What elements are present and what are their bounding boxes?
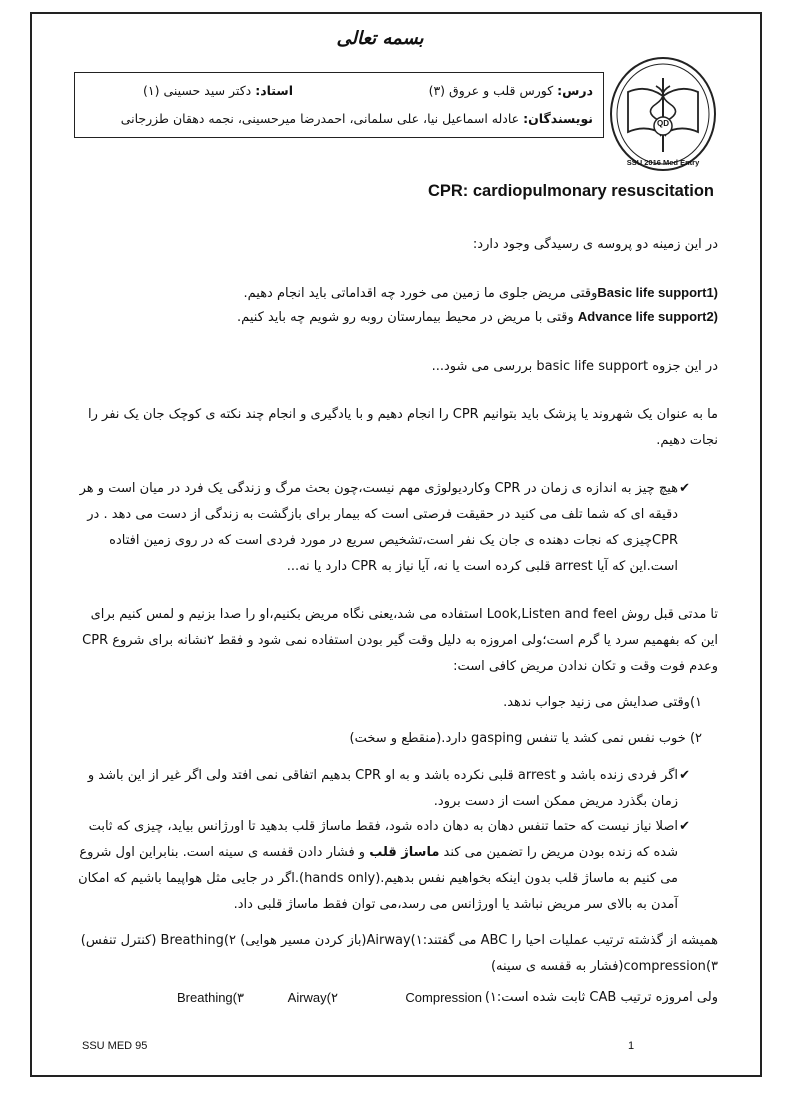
teacher-line (143, 83, 293, 98)
teacher-value: دکتر سید حسینی (۱) (142, 83, 256, 98)
bullet-hands-only (78, 814, 678, 918)
bullet-hands-only-part1: اصلا نیاز نیست که حتما تنفس دهان به دهان داده شود، فقط ماساژ قلب بدهید تا اورژانس بیاید، چیزی که ثابت شده که زنده بودن مریض را تضمین می کند (88, 819, 678, 860)
checkmark-icon: ✔ (679, 481, 690, 496)
checkmark-icon: ✔ (679, 819, 690, 834)
ssu-logo (606, 52, 720, 178)
citizen-paragraph: ما به عنوان یک شهروند یا پزشک باید بتوانیم CPR را انجام دهیم و با یادگیری و انجام چند نکته ی کوچک جان یک نفر را نجات دهیم. (88, 407, 718, 448)
als-term: Advance life support2) (577, 309, 718, 324)
bls-text: وقتی مریض جلوی ما زمین می خورد چه اقداماتی باید انجام دهیم. (243, 286, 598, 301)
course-label: درس: (557, 83, 593, 98)
course-info-box (74, 72, 604, 138)
look-listen-paragraph: تا مدتی قبل روش Look,Listen and feel استفاده می شد،یعنی نگاه مریض بکنیم،او را صدا بزنیم و لمس کنیم برای این که بفهمیم سرد یا گرم است؛ولی امروزه به دلیل وقت گیر بودن استفاده نمی شود و فقط ۲نشانه برای شروع CPR وعدم فوت وقت و تکان ندادن مریض کافی است: (82, 607, 718, 674)
bullet-arrest: اگر فردی زنده باشد و arrest قلبی نکرده باشد و به او CPR بدهیم اتفاقی نمی افتد ولی اگر غیر از این باشد و زمان بگذرد مریض ممکن است از دست برود. (87, 768, 678, 809)
cab-compression: Compression (405, 990, 482, 1005)
bls-term: Basic life support1) (597, 285, 718, 300)
cab-breathing: ۳)Breathing (177, 990, 244, 1005)
bullet-hands-only-part2: و فشار دادن قفسه ی سینه است. بنابراین اول شروع می کنیم به ماساژ قلب بدون اینکه بخواهیم نفس بدهیم.(hands only).اگر در جایی مثل هواپیما باشیم که امکان آمدن به بالای سر مریض نباشد یا اورژانس می رسد،می توان فقط ماساژ قلبی داد. (78, 845, 678, 912)
cab-airway: ۲)Airway (287, 990, 338, 1005)
authors-label: نویسندگان: (523, 111, 593, 126)
abc-paragraph: همیشه از گذشته ترتیب عملیات احیا را ABC می گفتند:۱)Airway(باز کردن مسیر هوایی) ۲)Breathing (کنترل تنفس) ۳)compression(فشار به قفسه ی سینه) (80, 933, 718, 974)
bullet-time-importance: هیچ چیز به اندازه ی زمان در CPR وکاردیولوژی مهم نیست،چون بحث مرگ و زندگی یک فرد در میان است و هر دقیقه ای که شما تلف می کنید در حقیقت فرصتی است که بیمار برای بازگشت به زندگی از دست می دهد . در CPRچیزی که نجات دهنده ی جان یک نفر است،تشخیص سریع در مورد فردی است که در روی زمین افتاده است.این که آیا arrest قلبی کرده است یا نه، آیا نیاز به CPR دارد یا نه... (79, 481, 678, 574)
basmala: بسمه تعالی (336, 28, 424, 49)
teacher-label: استاد: (255, 83, 293, 98)
intro-paragraph: در این زمینه دو پروسه ی رسیدگی وجود دارد: (472, 237, 718, 252)
als-text: وقتی با مریض در محیط بیمارستان روبه رو شویم چه باید کنیم. (237, 310, 578, 325)
course-value: کورس قلب و عروق (۳) (428, 83, 558, 98)
course-line (429, 83, 593, 98)
cab-lead: ولی امروزه ترتیب CAB ثابت شده است:۱) (484, 990, 718, 1005)
authors-line (121, 111, 593, 126)
footer-label: SSU MED 95 (82, 1040, 148, 1052)
part-intro: در این جزوه basic life support بررسی می شود... (431, 359, 718, 374)
logo-caption: SSU 2016 Med Entry (626, 158, 700, 167)
cab-line (78, 990, 718, 1012)
als-item (78, 304, 718, 331)
logo-initials: QD (657, 119, 669, 128)
sign-two: ۲) خوب نفس نمی کشد یا تنفس gasping دارد.(منقطع و سخت) (349, 731, 702, 746)
bls-item (78, 280, 718, 307)
authors-value: عادله اسماعیل نیا، علی سلمانی، احمدرضا میرحسینی، نجمه دهقان طزرجانی (120, 111, 524, 126)
page-number: 1 (628, 1040, 635, 1052)
document-title: CPR: cardiopulmonary resuscitation (427, 182, 714, 200)
sign-one: ۱)وقتی صدایش می زنید جواب ندهد. (503, 695, 702, 710)
bullet-hands-only-bold: ماساژ قلب (369, 845, 440, 860)
checkmark-icon: ✔ (679, 768, 690, 783)
